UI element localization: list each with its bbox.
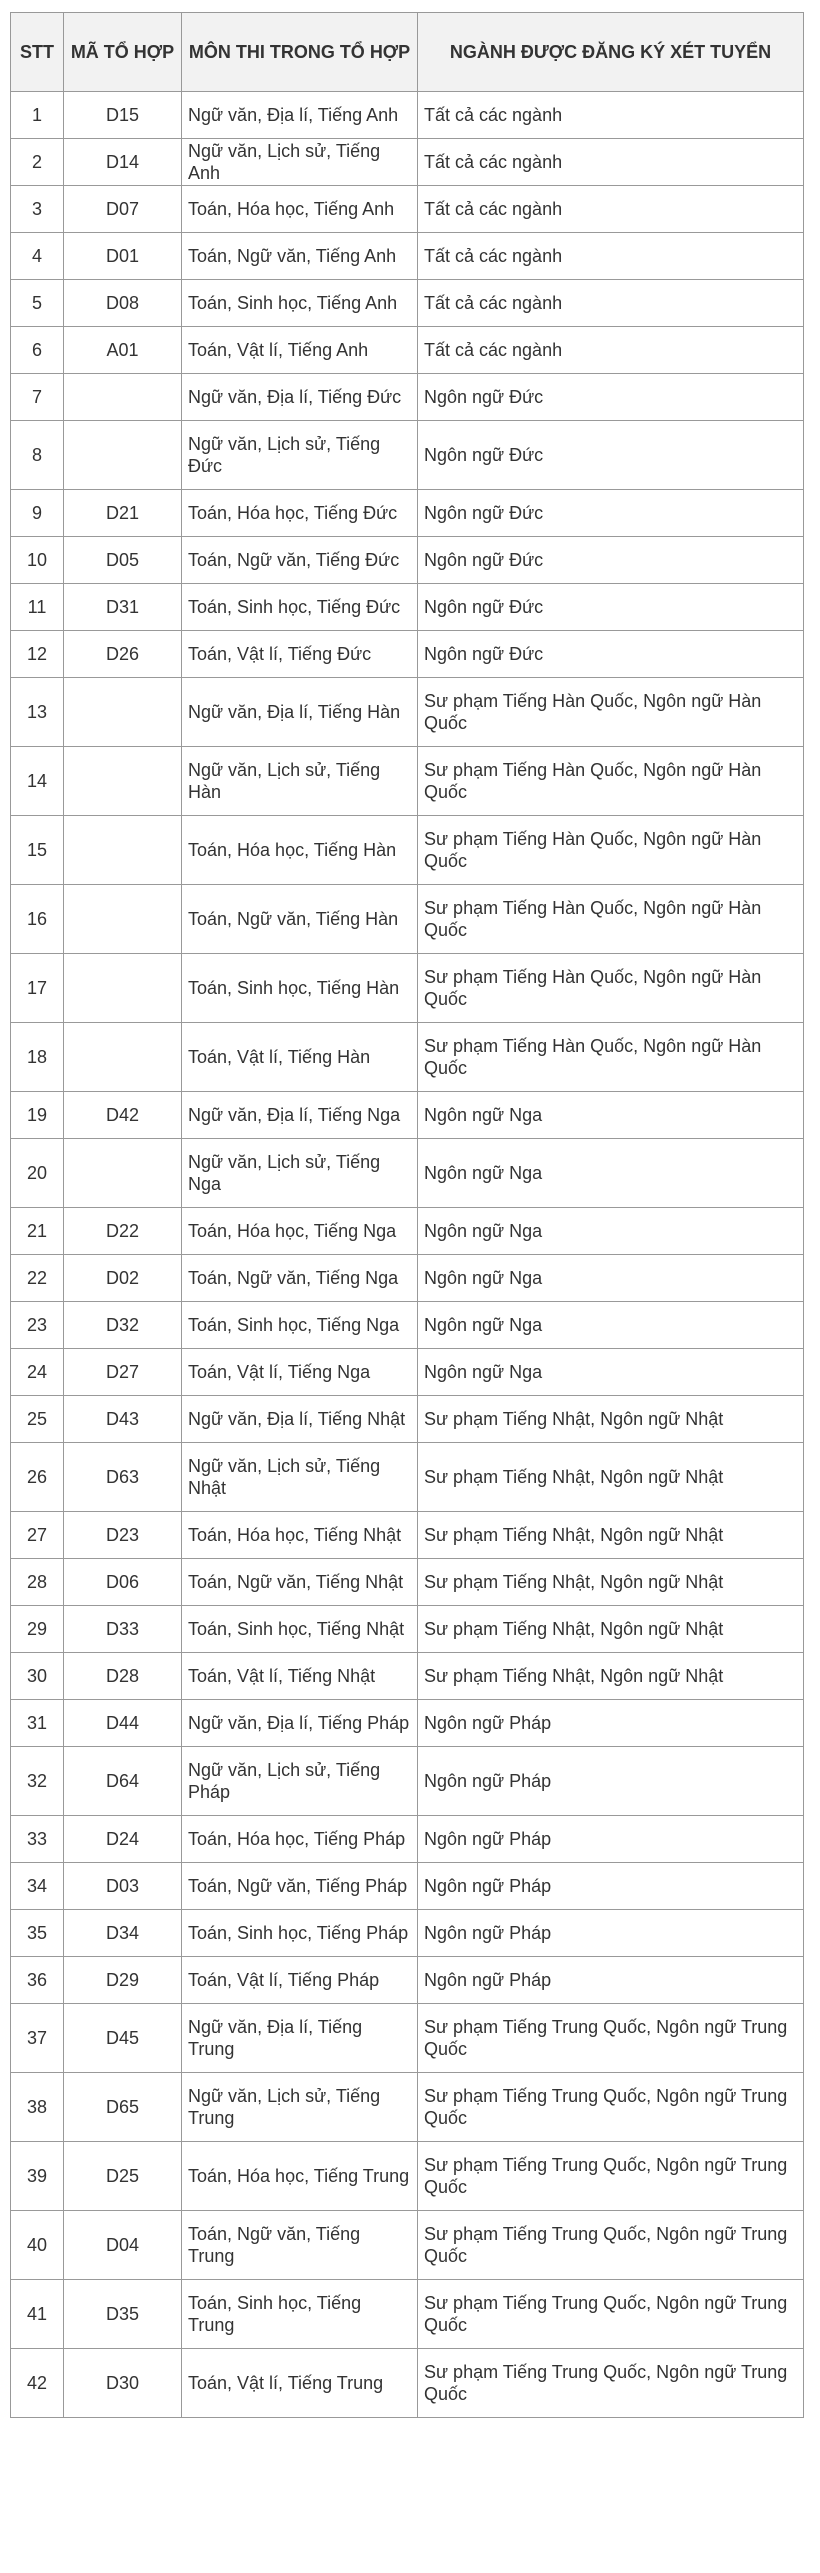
cell-subjects: Toán, Vật lí, Tiếng Anh — [182, 327, 418, 374]
table-row — [11, 1512, 804, 1559]
cell-subjects: Toán, Sinh học, Tiếng Pháp — [182, 1910, 418, 1957]
header-majors: NGÀNH ĐƯỢC ĐĂNG KÝ XÉT TUYỂN — [418, 13, 804, 92]
table-row — [11, 1747, 804, 1816]
cell-subjects: Ngữ văn, Lịch sử, Tiếng Nga — [182, 1139, 418, 1208]
cell-combination-code: D45 — [64, 2004, 182, 2073]
cell-majors: Sư phạm Tiếng Nhật, Ngôn ngữ Nhật — [418, 1443, 804, 1512]
table-row — [11, 139, 804, 186]
cell-stt: 22 — [11, 1255, 64, 1302]
table-row — [11, 1863, 804, 1910]
cell-combination-code: D25 — [64, 2142, 182, 2211]
cell-majors: Tất cả các ngành — [418, 92, 804, 139]
cell-majors: Ngôn ngữ Nga — [418, 1208, 804, 1255]
cell-majors: Sư phạm Tiếng Hàn Quốc, Ngôn ngữ Hàn Quốc — [418, 954, 804, 1023]
cell-stt: 11 — [11, 584, 64, 631]
table-row — [11, 1700, 804, 1747]
cell-majors: Ngôn ngữ Pháp — [418, 1863, 804, 1910]
cell-combination-code: D29 — [64, 1957, 182, 2004]
cell-majors: Tất cả các ngành — [418, 233, 804, 280]
cell-combination-code — [64, 1139, 182, 1208]
cell-subjects: Toán, Vật lí, Tiếng Hàn — [182, 1023, 418, 1092]
cell-combination-code: D04 — [64, 2211, 182, 2280]
table-row — [11, 327, 804, 374]
cell-stt: 28 — [11, 1559, 64, 1606]
cell-subjects: Toán, Vật lí, Tiếng Nga — [182, 1349, 418, 1396]
table-row — [11, 1910, 804, 1957]
cell-combination-code: D21 — [64, 490, 182, 537]
cell-stt: 20 — [11, 1139, 64, 1208]
table-row — [11, 2142, 804, 2211]
cell-stt: 24 — [11, 1349, 64, 1396]
cell-combination-code: D31 — [64, 584, 182, 631]
cell-subjects: Toán, Sinh học, Tiếng Trung — [182, 2280, 418, 2349]
cell-stt: 6 — [11, 327, 64, 374]
header-combination-code: MÃ TỔ HỢP — [64, 13, 182, 92]
cell-subjects: Toán, Hóa học, Tiếng Nhật — [182, 1512, 418, 1559]
cell-majors: Ngôn ngữ Đức — [418, 631, 804, 678]
cell-stt: 12 — [11, 631, 64, 678]
table-row — [11, 490, 804, 537]
cell-majors: Sư phạm Tiếng Nhật, Ngôn ngữ Nhật — [418, 1512, 804, 1559]
cell-majors: Ngôn ngữ Nga — [418, 1092, 804, 1139]
admission-combination-table-container — [10, 12, 803, 2418]
table-row — [11, 92, 804, 139]
table-row — [11, 1653, 804, 1700]
cell-stt: 9 — [11, 490, 64, 537]
cell-stt: 34 — [11, 1863, 64, 1910]
cell-majors: Tất cả các ngành — [418, 139, 804, 186]
cell-subjects: Toán, Ngữ văn, Tiếng Nhật — [182, 1559, 418, 1606]
cell-subjects: Ngữ văn, Lịch sử, Tiếng Đức — [182, 421, 418, 490]
cell-combination-code: D07 — [64, 186, 182, 233]
cell-majors: Sư phạm Tiếng Trung Quốc, Ngôn ngữ Trung Quốc — [418, 2211, 804, 2280]
table-row — [11, 1302, 804, 1349]
table-row — [11, 1139, 804, 1208]
cell-combination-code: D08 — [64, 280, 182, 327]
cell-stt: 17 — [11, 954, 64, 1023]
cell-subjects: Toán, Hóa học, Tiếng Đức — [182, 490, 418, 537]
cell-stt: 30 — [11, 1653, 64, 1700]
table-body — [11, 92, 804, 2418]
cell-subjects: Ngữ văn, Lịch sử, Tiếng Hàn — [182, 747, 418, 816]
cell-stt: 1 — [11, 92, 64, 139]
header-stt: STT — [11, 13, 64, 92]
cell-stt: 32 — [11, 1747, 64, 1816]
table-row — [11, 421, 804, 490]
cell-subjects: Toán, Hóa học, Tiếng Hàn — [182, 816, 418, 885]
table-row — [11, 1396, 804, 1443]
table-row — [11, 1023, 804, 1092]
table-row — [11, 2280, 804, 2349]
table-row — [11, 186, 804, 233]
cell-stt: 3 — [11, 186, 64, 233]
table-row — [11, 1957, 804, 2004]
cell-stt: 15 — [11, 816, 64, 885]
table-row — [11, 2004, 804, 2073]
cell-combination-code: D23 — [64, 1512, 182, 1559]
cell-subjects: Ngữ văn, Lịch sử, Tiếng Pháp — [182, 1747, 418, 1816]
cell-subjects: Toán, Vật lí, Tiếng Nhật — [182, 1653, 418, 1700]
table-header-row — [11, 13, 804, 92]
cell-stt: 2 — [11, 139, 64, 186]
cell-subjects: Toán, Ngữ văn, Tiếng Anh — [182, 233, 418, 280]
cell-combination-code: D30 — [64, 2349, 182, 2418]
cell-combination-code: D05 — [64, 537, 182, 584]
cell-subjects: Toán, Sinh học, Tiếng Nhật — [182, 1606, 418, 1653]
cell-majors: Sư phạm Tiếng Trung Quốc, Ngôn ngữ Trung Quốc — [418, 2280, 804, 2349]
cell-majors: Ngôn ngữ Pháp — [418, 1700, 804, 1747]
cell-combination-code: D03 — [64, 1863, 182, 1910]
cell-stt: 25 — [11, 1396, 64, 1443]
cell-subjects: Ngữ văn, Địa lí, Tiếng Pháp — [182, 1700, 418, 1747]
cell-majors: Ngôn ngữ Pháp — [418, 1957, 804, 2004]
table-row — [11, 816, 804, 885]
cell-subjects: Toán, Vật lí, Tiếng Pháp — [182, 1957, 418, 2004]
table-row — [11, 1606, 804, 1653]
cell-stt: 16 — [11, 885, 64, 954]
cell-combination-code: D28 — [64, 1653, 182, 1700]
cell-subjects: Ngữ văn, Địa lí, Tiếng Anh — [182, 92, 418, 139]
table-row — [11, 954, 804, 1023]
cell-combination-code: D26 — [64, 631, 182, 678]
cell-stt: 40 — [11, 2211, 64, 2280]
cell-majors: Tất cả các ngành — [418, 327, 804, 374]
table-row — [11, 537, 804, 584]
cell-subjects: Toán, Ngữ văn, Tiếng Đức — [182, 537, 418, 584]
cell-combination-code: D64 — [64, 1747, 182, 1816]
cell-combination-code: D34 — [64, 1910, 182, 1957]
cell-stt: 13 — [11, 678, 64, 747]
cell-majors: Ngôn ngữ Đức — [418, 421, 804, 490]
table-row — [11, 1349, 804, 1396]
cell-majors: Ngôn ngữ Pháp — [418, 1747, 804, 1816]
cell-stt: 39 — [11, 2142, 64, 2211]
table-row — [11, 2073, 804, 2142]
cell-majors: Ngôn ngữ Nga — [418, 1349, 804, 1396]
cell-stt: 36 — [11, 1957, 64, 2004]
cell-stt: 27 — [11, 1512, 64, 1559]
admission-combination-table — [10, 12, 804, 2418]
cell-combination-code: D24 — [64, 1816, 182, 1863]
cell-subjects: Toán, Sinh học, Tiếng Hàn — [182, 954, 418, 1023]
cell-subjects: Ngữ văn, Địa lí, Tiếng Đức — [182, 374, 418, 421]
cell-stt: 7 — [11, 374, 64, 421]
cell-subjects: Ngữ văn, Địa lí, Tiếng Nhật — [182, 1396, 418, 1443]
cell-majors: Sư phạm Tiếng Nhật, Ngôn ngữ Nhật — [418, 1653, 804, 1700]
table-row — [11, 1255, 804, 1302]
cell-stt: 4 — [11, 233, 64, 280]
cell-stt: 14 — [11, 747, 64, 816]
cell-combination-code — [64, 747, 182, 816]
table-row — [11, 1559, 804, 1606]
cell-majors: Sư phạm Tiếng Nhật, Ngôn ngữ Nhật — [418, 1559, 804, 1606]
cell-majors: Sư phạm Tiếng Hàn Quốc, Ngôn ngữ Hàn Quốc — [418, 885, 804, 954]
cell-combination-code: D35 — [64, 2280, 182, 2349]
cell-majors: Ngôn ngữ Đức — [418, 490, 804, 537]
cell-subjects: Toán, Hóa học, Tiếng Nga — [182, 1208, 418, 1255]
cell-subjects: Toán, Ngữ văn, Tiếng Trung — [182, 2211, 418, 2280]
table-row — [11, 1092, 804, 1139]
cell-subjects: Toán, Sinh học, Tiếng Anh — [182, 280, 418, 327]
cell-subjects: Ngữ văn, Lịch sử, Tiếng Anh — [182, 139, 418, 186]
cell-majors: Sư phạm Tiếng Hàn Quốc, Ngôn ngữ Hàn Quốc — [418, 747, 804, 816]
cell-combination-code: D33 — [64, 1606, 182, 1653]
cell-stt: 42 — [11, 2349, 64, 2418]
cell-subjects: Toán, Ngữ văn, Tiếng Hàn — [182, 885, 418, 954]
table-row — [11, 678, 804, 747]
table-row — [11, 374, 804, 421]
cell-subjects: Toán, Sinh học, Tiếng Đức — [182, 584, 418, 631]
table-row — [11, 2211, 804, 2280]
cell-combination-code: D27 — [64, 1349, 182, 1396]
cell-majors: Ngôn ngữ Đức — [418, 374, 804, 421]
cell-majors: Sư phạm Tiếng Trung Quốc, Ngôn ngữ Trung Quốc — [418, 2349, 804, 2418]
cell-majors: Sư phạm Tiếng Hàn Quốc, Ngôn ngữ Hàn Quốc — [418, 678, 804, 747]
cell-majors: Sư phạm Tiếng Hàn Quốc, Ngôn ngữ Hàn Quốc — [418, 1023, 804, 1092]
cell-combination-code: D43 — [64, 1396, 182, 1443]
cell-subjects: Ngữ văn, Lịch sử, Tiếng Nhật — [182, 1443, 418, 1512]
cell-majors: Sư phạm Tiếng Trung Quốc, Ngôn ngữ Trung Quốc — [418, 2142, 804, 2211]
cell-stt: 19 — [11, 1092, 64, 1139]
cell-subjects: Toán, Ngữ văn, Tiếng Pháp — [182, 1863, 418, 1910]
table-row — [11, 584, 804, 631]
cell-subjects: Toán, Vật lí, Tiếng Trung — [182, 2349, 418, 2418]
cell-combination-code: A01 — [64, 327, 182, 374]
cell-combination-code: D14 — [64, 139, 182, 186]
cell-combination-code: D44 — [64, 1700, 182, 1747]
table-row — [11, 747, 804, 816]
cell-combination-code — [64, 1023, 182, 1092]
cell-stt: 10 — [11, 537, 64, 584]
cell-stt: 37 — [11, 2004, 64, 2073]
cell-majors: Sư phạm Tiếng Nhật, Ngôn ngữ Nhật — [418, 1606, 804, 1653]
cell-combination-code — [64, 421, 182, 490]
cell-majors: Tất cả các ngành — [418, 186, 804, 233]
cell-majors: Ngôn ngữ Pháp — [418, 1910, 804, 1957]
table-row — [11, 2349, 804, 2418]
cell-majors: Sư phạm Tiếng Trung Quốc, Ngôn ngữ Trung Quốc — [418, 2073, 804, 2142]
cell-subjects: Ngữ văn, Địa lí, Tiếng Nga — [182, 1092, 418, 1139]
cell-subjects: Ngữ văn, Lịch sử, Tiếng Trung — [182, 2073, 418, 2142]
cell-stt: 18 — [11, 1023, 64, 1092]
cell-combination-code — [64, 374, 182, 421]
cell-majors: Tất cả các ngành — [418, 280, 804, 327]
table-row — [11, 233, 804, 280]
cell-majors: Ngôn ngữ Nga — [418, 1255, 804, 1302]
cell-majors: Ngôn ngữ Pháp — [418, 1816, 804, 1863]
cell-subjects: Toán, Hóa học, Tiếng Trung — [182, 2142, 418, 2211]
cell-combination-code: D32 — [64, 1302, 182, 1349]
cell-combination-code: D65 — [64, 2073, 182, 2142]
table-row — [11, 1816, 804, 1863]
cell-majors: Sư phạm Tiếng Trung Quốc, Ngôn ngữ Trung Quốc — [418, 2004, 804, 2073]
cell-stt: 5 — [11, 280, 64, 327]
table-row — [11, 280, 804, 327]
cell-subjects: Toán, Sinh học, Tiếng Nga — [182, 1302, 418, 1349]
cell-stt: 35 — [11, 1910, 64, 1957]
table-row — [11, 885, 804, 954]
cell-subjects: Toán, Vật lí, Tiếng Đức — [182, 631, 418, 678]
cell-majors: Sư phạm Tiếng Hàn Quốc, Ngôn ngữ Hàn Quốc — [418, 816, 804, 885]
cell-majors: Ngôn ngữ Đức — [418, 584, 804, 631]
cell-combination-code: D15 — [64, 92, 182, 139]
cell-majors: Ngôn ngữ Nga — [418, 1139, 804, 1208]
cell-stt: 8 — [11, 421, 64, 490]
cell-combination-code — [64, 885, 182, 954]
cell-stt: 41 — [11, 2280, 64, 2349]
cell-stt: 33 — [11, 1816, 64, 1863]
cell-subjects: Toán, Hóa học, Tiếng Anh — [182, 186, 418, 233]
table-row — [11, 631, 804, 678]
cell-majors: Sư phạm Tiếng Nhật, Ngôn ngữ Nhật — [418, 1396, 804, 1443]
cell-subjects: Toán, Hóa học, Tiếng Pháp — [182, 1816, 418, 1863]
cell-combination-code: D06 — [64, 1559, 182, 1606]
cell-combination-code: D01 — [64, 233, 182, 280]
cell-stt: 31 — [11, 1700, 64, 1747]
cell-combination-code — [64, 954, 182, 1023]
cell-combination-code — [64, 816, 182, 885]
header-subjects: MÔN THI TRONG TỔ HỢP — [182, 13, 418, 92]
cell-subjects: Ngữ văn, Địa lí, Tiếng Hàn — [182, 678, 418, 747]
cell-subjects: Toán, Ngữ văn, Tiếng Nga — [182, 1255, 418, 1302]
cell-combination-code: D02 — [64, 1255, 182, 1302]
table-row — [11, 1443, 804, 1512]
cell-majors: Ngôn ngữ Nga — [418, 1302, 804, 1349]
cell-stt: 26 — [11, 1443, 64, 1512]
cell-combination-code: D42 — [64, 1092, 182, 1139]
cell-combination-code: D63 — [64, 1443, 182, 1512]
cell-combination-code — [64, 678, 182, 747]
cell-majors: Ngôn ngữ Đức — [418, 537, 804, 584]
cell-stt: 29 — [11, 1606, 64, 1653]
cell-stt: 23 — [11, 1302, 64, 1349]
cell-combination-code: D22 — [64, 1208, 182, 1255]
cell-stt: 38 — [11, 2073, 64, 2142]
cell-subjects: Ngữ văn, Địa lí, Tiếng Trung — [182, 2004, 418, 2073]
table-row — [11, 1208, 804, 1255]
cell-stt: 21 — [11, 1208, 64, 1255]
